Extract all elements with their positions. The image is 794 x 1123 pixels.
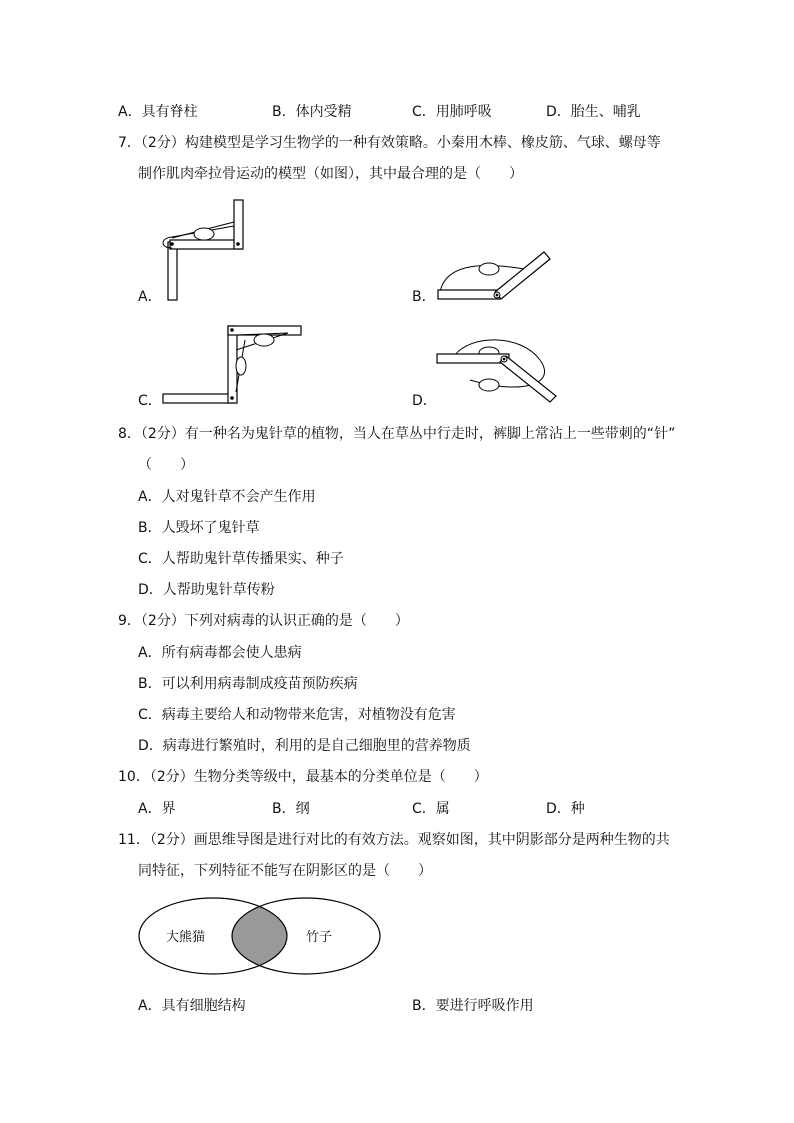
q9-option-b[interactable]: B．可以利用病毒制成疫苗预防疾病 bbox=[138, 676, 358, 692]
q7-option-a-label[interactable]: A． bbox=[138, 289, 162, 305]
q11-stem-line2: 同特征，下列特征不能写在阴影区的是（ ） bbox=[138, 863, 432, 879]
q8-option-b[interactable]: B．人毁坏了鬼针草 bbox=[138, 520, 260, 536]
q10-option-c[interactable]: C．属 bbox=[412, 801, 450, 817]
q6-option-c[interactable]: C．用肺呼吸 bbox=[412, 104, 492, 120]
q11-option-b[interactable]: B．要进行呼吸作用 bbox=[412, 998, 534, 1014]
q10-option-a[interactable]: A．界 bbox=[138, 801, 176, 817]
q7-stem-line2: 制作肌肉牵拉骨运动的模型（如图），其中最合理的是（ ） bbox=[138, 166, 523, 182]
q8-stem-line1: 8．（2分）有一种名为鬼针草的植物，当人在草丛中行走时，裤脚上常沾上一些带刺的“针” bbox=[118, 426, 676, 442]
q7-stem-line1: 7．（2分）构建模型是学习生物学的一种有效策略。小秦用木棒、橡皮筋、气球、螺母等 bbox=[118, 135, 661, 151]
q10-option-b[interactable]: B．纲 bbox=[272, 801, 310, 817]
q10-stem: 10．（2分）生物分类等级中，最基本的分类单位是（ ） bbox=[118, 769, 488, 785]
q8-option-d[interactable]: D．人帮助鬼针草传粉 bbox=[138, 582, 275, 598]
q8-option-c[interactable]: C．人帮助鬼针草传播果实、种子 bbox=[138, 551, 344, 567]
q9-option-c[interactable]: C．病毒主要给人和动物带来危害，对植物没有危害 bbox=[138, 707, 456, 723]
q10-option-d[interactable]: D．种 bbox=[546, 801, 585, 817]
q6-option-b[interactable]: B．体内受精 bbox=[272, 104, 352, 120]
q6-option-a[interactable]: A．具有脊柱 bbox=[118, 104, 198, 120]
q9-option-d[interactable]: D．病毒进行繁殖时，利用的是自己细胞里的营养物质 bbox=[138, 738, 471, 754]
venn-label-bamboo: 竹子 bbox=[306, 930, 333, 945]
q6-option-d[interactable]: D．胎生、哺乳 bbox=[546, 104, 641, 120]
q11-option-a[interactable]: A．具有细胞结构 bbox=[138, 998, 246, 1014]
q8-stem-line2: （ ） bbox=[138, 457, 194, 473]
q11-stem-line1: 11．（2分）画思维导图是进行对比的有效方法。观察如图，其中阴影部分是两种生物的共 bbox=[118, 832, 670, 848]
q7-option-c-label[interactable]: C． bbox=[138, 393, 162, 409]
q9-option-a[interactable]: A．所有病毒都会使人患病 bbox=[138, 645, 302, 661]
q7-option-d-label[interactable]: D． bbox=[412, 393, 437, 409]
venn-label-panda: 大熊猫 bbox=[166, 930, 206, 945]
q9-stem: 9．（2分）下列对病毒的认识正确的是（ ） bbox=[118, 613, 409, 629]
q8-option-a[interactable]: A．人对鬼针草不会产生作用 bbox=[138, 489, 316, 505]
q7-option-b-label[interactable]: B． bbox=[412, 289, 436, 305]
